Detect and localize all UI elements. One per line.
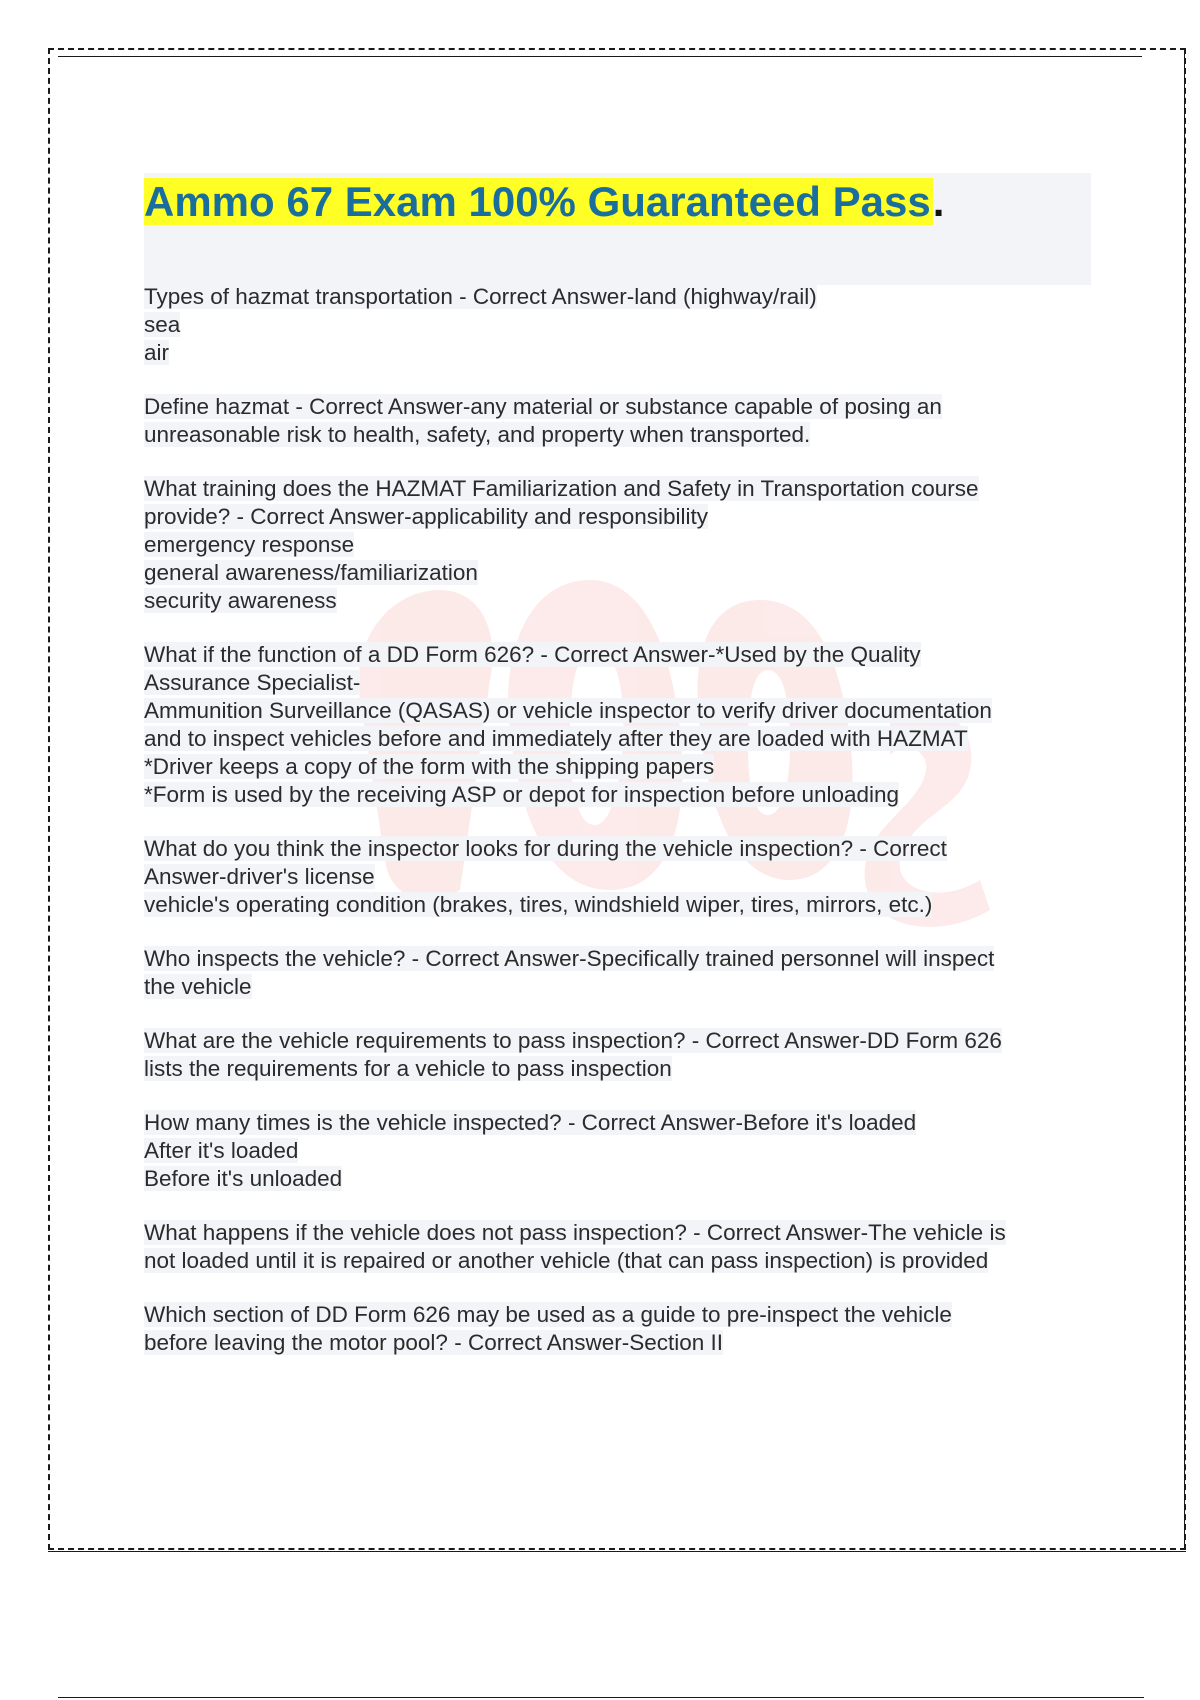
qa-line [144, 1301, 1084, 1329]
qa-line-text: Which section of DD Form 626 may be used as a guide to pre-inspect the vehicle [144, 1302, 952, 1327]
qa-line [144, 475, 1084, 503]
qa-line-text: Define hazmat - Correct Answer-any material or substance capable of posing an [144, 394, 942, 419]
qa-item [144, 393, 1084, 449]
qa-line-text: unreasonable risk to health, safety, and property when transported. [144, 422, 811, 447]
qa-line [144, 1137, 1084, 1165]
qa-line-text: Ammunition Surveillance (QASAS) or vehicle inspector to verify driver documentation [144, 698, 992, 723]
qa-line [144, 1329, 1084, 1357]
qa-line-text: emergency response [144, 532, 355, 557]
qa-line-text: *Form is used by the receiving ASP or depot for inspection before unloading [144, 782, 900, 807]
qa-line [144, 339, 1084, 367]
qa-item [144, 1027, 1084, 1083]
qa-line [144, 973, 1084, 1001]
qa-line-text: the vehicle [144, 974, 252, 999]
page-border-right-rule [1184, 48, 1185, 1550]
page-title-main: Ammo 67 Exam 100% Guaranteed Pass [144, 178, 931, 225]
qa-line [144, 641, 1084, 669]
qa-line-text: and to inspect vehicles before and immediately after they are loaded with HAZMAT [144, 726, 968, 751]
qa-line [144, 945, 1084, 973]
qa-line-text: What if the function of a DD Form 626? - Correct Answer-*Used by the Quality [144, 642, 921, 667]
qa-line-text: Assurance Specialist- [144, 670, 361, 695]
qa-line [144, 1109, 1084, 1137]
qa-line-text: sea [144, 312, 181, 337]
qa-line [144, 891, 1084, 919]
qa-line [144, 531, 1084, 559]
qa-item [144, 641, 1084, 809]
qa-line-text: Answer-driver's license [144, 864, 375, 889]
qa-line-text: Types of hazmat transportation - Correct Answer-land (highway/rail) [144, 284, 817, 309]
qa-line-text: general awareness/familiarization [144, 560, 478, 585]
qa-line [144, 559, 1084, 587]
qa-line-text: not loaded until it is repaired or another vehicle (that can pass inspection) is provided [144, 1248, 989, 1273]
qa-line-text: What do you think the inspector looks for during the vehicle inspection? - Correct [144, 836, 947, 861]
qa-line-text: What training does the HAZMAT Familiarization and Safety in Transportation course [144, 476, 979, 501]
qa-line-text: How many times is the vehicle inspected? - Correct Answer-Before it's loaded [144, 1110, 917, 1135]
qa-item [144, 475, 1084, 615]
qa-line [144, 1247, 1084, 1275]
qa-line [144, 503, 1084, 531]
qa-line-text: Before it's unloaded [144, 1166, 343, 1191]
qa-line-text: Who inspects the vehicle? - Correct Answer-Specifically trained personnel will inspect [144, 946, 995, 971]
qa-line [144, 697, 1084, 725]
qa-line-text: What happens if the vehicle does not pass inspection? - Correct Answer-The vehicle is [144, 1220, 1006, 1245]
qa-item [144, 1219, 1084, 1275]
page-title-suffix: . [932, 178, 945, 225]
page-title [144, 175, 944, 229]
qa-item [144, 945, 1084, 1001]
qa-line [144, 781, 1084, 809]
qa-line-text: What are the vehicle requirements to pass inspection? - Correct Answer-DD Form 626 [144, 1028, 1002, 1053]
qa-item [144, 283, 1084, 367]
qa-line [144, 835, 1084, 863]
qa-line-text: *Driver keeps a copy of the form with the shipping papers [144, 754, 715, 779]
qa-line [144, 283, 1084, 311]
qa-line [144, 421, 1084, 449]
qa-line [144, 1027, 1084, 1055]
qa-line [144, 725, 1084, 753]
page-bottom-rule [58, 1697, 1144, 1698]
qa-line [144, 311, 1084, 339]
qa-line [144, 587, 1084, 615]
qa-line-text: air [144, 340, 170, 365]
qa-line-text: provide? - Correct Answer-applicability and responsibility [144, 504, 709, 529]
qa-line [144, 1165, 1084, 1193]
qa-line [144, 1219, 1084, 1247]
qa-line-text: vehicle's operating condition (brakes, tires, windshield wiper, tires, mirrors, etc.) [144, 892, 933, 917]
page-border-bottom-rule [48, 1551, 1186, 1552]
qa-line-text: After it's loaded [144, 1138, 299, 1163]
qa-line-text: lists the requirements for a vehicle to pass inspection [144, 1056, 672, 1081]
qa-item [144, 1301, 1084, 1357]
qa-line [144, 393, 1084, 421]
qa-line-text: security awareness [144, 588, 337, 613]
qa-line [144, 1055, 1084, 1083]
qa-item [144, 1109, 1084, 1193]
qa-item [144, 835, 1084, 919]
qa-line-text: before leaving the motor pool? - Correct Answer-Section II [144, 1330, 724, 1355]
qa-line [144, 863, 1084, 891]
qa-line [144, 669, 1084, 697]
qa-list [144, 283, 1084, 1383]
qa-line [144, 753, 1084, 781]
page-border-top-rule [58, 56, 1142, 57]
